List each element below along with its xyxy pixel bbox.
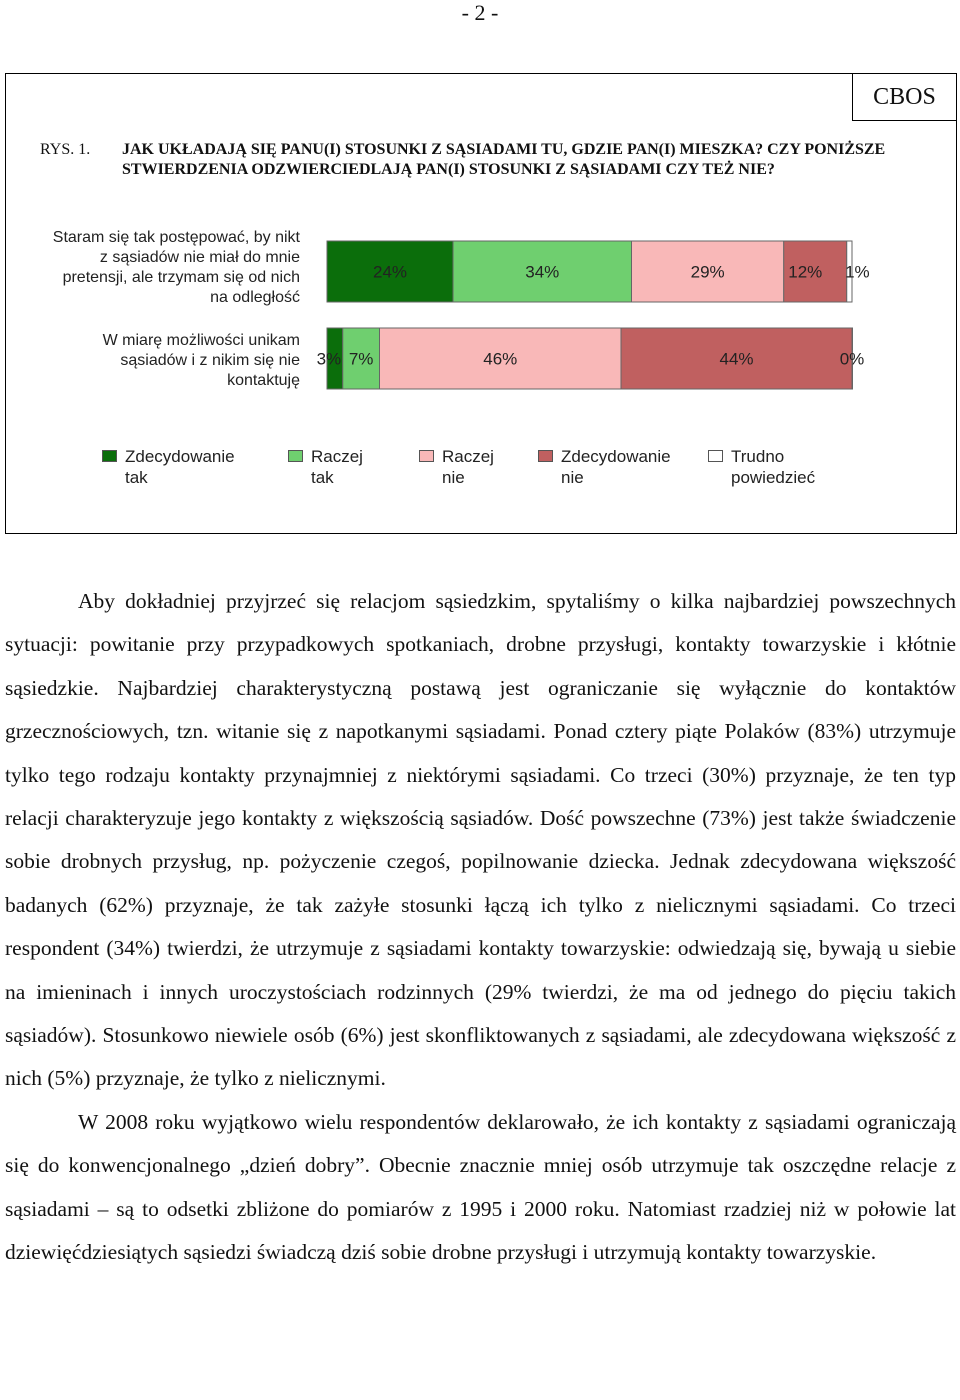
row-label-2: W miarę możliwości unikam sąsiadów i z nikim się nie kontaktuję	[102, 332, 300, 389]
legend-item-zdecydowanie-tak	[102, 446, 255, 488]
legend-line2: nie	[442, 468, 465, 487]
legend-line1: Zdecydowanie	[561, 447, 671, 466]
legend-item-zdecydowanie-nie	[538, 446, 691, 488]
legend-item-trudno-powiedziec	[708, 446, 861, 488]
bar-data-label: 1%	[845, 262, 870, 282]
bar-data-label: 44%	[719, 349, 754, 369]
source-badge: CBOS	[852, 73, 957, 121]
figure-label: RYS. 1.	[40, 141, 91, 158]
body-text	[5, 580, 956, 1275]
legend-line1: Raczej	[311, 447, 363, 466]
row-label-1: Staram się tak postępować, by nikt z sąsiadów nie miał do mnie pretensji, ale trzymam się od nich na odległość	[52, 229, 300, 306]
legend-line2: powiedzieć	[731, 468, 816, 487]
bar-data-label: 24%	[372, 262, 408, 282]
legend-line2: tak	[311, 468, 334, 487]
paragraph-1: Aby dokładniej przyjrzeć się relacjom sąsiedzkim, spytaliśmy o kilka najbardziej powszechnych sytuacji: powitanie przy przypadkowych spotkaniach, drobne przysługi, kontakty towarzyskie i kłótnie sąsiedzkie. Najbardziej charakterystyczną postawą jest ograniczanie się wyłącznie do kontaktów grzecznościowych, tzn. witanie się z napotkanymi sąsiadami. Ponad cztery piąte Polaków (83%) utrzymuje tylko tego rodzaju kontakty przynajmniej z niektórymi sąsiadami. Co trzeci (30%) przyznaje, że ten typ relacji charakteryzuje jego kontakty z większością sąsiadów. Dość powszechne (73%) jest także świadczenie sobie drobnych przysług, np. pożyczenie czegoś, popilnowanie dziecka. Jednak zdecydowana większość badanych (62%) przyznaje, że tak zażyłe stosunki łączą ich tylko z nielicznymi sąsiadami. Co trzeci respondent (34%) twierdzi, że utrzymuje z sąsiadami kontakty towarzyskie: odwiedzają się, bywają u siebie na imieninach i innych uroczystościach rodzinnych (29% twierdzi, że ma od jednego do pięciu takich sąsiadów). Stosunkowo niewiele osób (6%) jest skonfliktowanych z sąsiadami, ale zdecydowana większość z nich (5%) przyznaje, że tylko z nielicznymi.	[5, 589, 956, 1091]
legend-line2: nie	[561, 468, 584, 487]
legend-line1: Raczej	[442, 447, 494, 466]
legend-swatch	[102, 450, 117, 462]
legend-line1: Trudno	[731, 447, 785, 466]
bar-data-label: 7%	[348, 349, 374, 369]
legend-swatch	[288, 450, 303, 462]
bar-data-label: 46%	[483, 349, 518, 369]
legend-line2: tak	[125, 468, 148, 487]
bar-data-label: 29%	[690, 262, 725, 282]
paragraph-2: W 2008 roku wyjątkowo wielu respondentów deklarowało, że ich kontakty z sąsiadami ograniczają się do konwencjonalnego „dzień dobry”. Obecnie znacznie mniej osób utrzymuje tak oszczędne relacje z sąsiadami – są to odsetki zbliżone do pomiarów z 1995 i 2000 roku. Natomiast rzadziej niż w połowie lat dziewięćdziesiątych sąsiedzi świadczą dziś sobie drobne przysługi i utrzymują kontakty towarzyskie.	[5, 1109, 956, 1265]
legend-swatch	[708, 450, 723, 462]
bar-data-label: 3%	[316, 349, 342, 369]
legend-swatch	[538, 450, 553, 462]
figure-title: JAK UKŁADAJĄ SIĘ PANU(I) STOSUNKI Z SĄSIADAMI TU, GDZIE PAN(I) MIESZKA? CZY PONIŻSZE STWIERDZENIA ODZWIERCIEDLAJĄ PAN(I) STOSUNKI Z SĄSIADAMI CZY TEŻ NIE?	[122, 141, 886, 178]
bar-data-label: 34%	[525, 262, 560, 282]
legend-line1: Zdecydowanie	[125, 447, 235, 466]
bar-data-label: 0%	[839, 349, 865, 369]
page-number: - 2 -	[461, 0, 499, 25]
legend-swatch	[419, 450, 434, 462]
bar-data-label: 12%	[788, 262, 823, 282]
